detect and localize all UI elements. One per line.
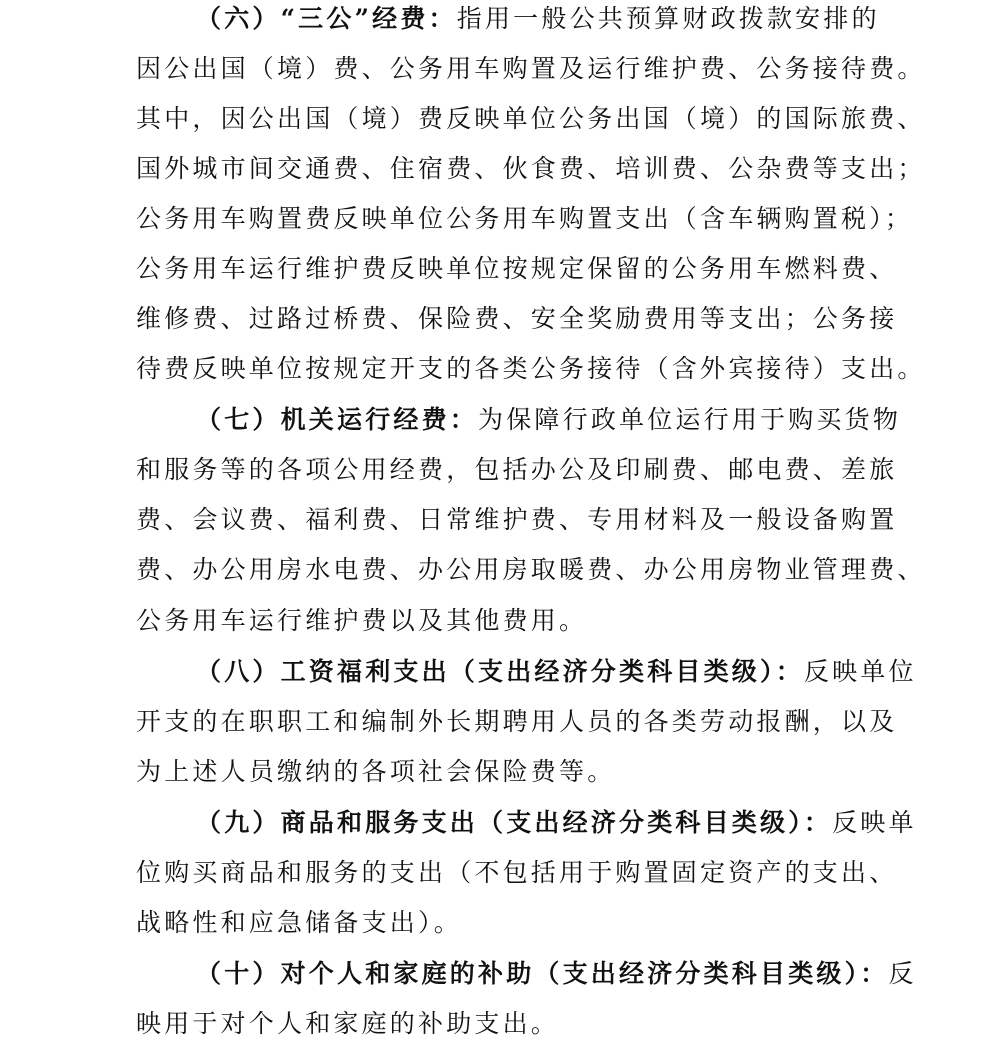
- paragraph-seven-line-1: [196, 395, 902, 445]
- paragraph-seven-line-2: 和服务等的各项公用经费，包括办公及印刷费、邮电费、差旅: [136, 455, 898, 484]
- paragraph-six-line-7: 维修费、过路过桥费、保险费、安全奖励费用等支出；公务接: [136, 304, 898, 333]
- paragraph-seven-line-3: 费、会议费、福利费、日常维护费、专用材料及一般设备购置: [136, 505, 898, 534]
- section-eight-heading: （八）工资福利支出（支出经济分类科目类级）：: [196, 657, 804, 686]
- paragraph-six-line-2: 因公出国（境）费、公务用车购置及运行维护费、公务接待费。: [136, 54, 926, 83]
- paragraph-six-line-5: 公务用车购置费反映单位公务用车购置支出（含车辆购置税）；: [136, 204, 914, 233]
- paragraph-nine-line-1: [196, 798, 917, 848]
- paragraph-nine-line-3: 战略性和应急储备支出）。: [136, 908, 462, 937]
- paragraph-ten-line-2: 映用于对个人和家庭的补助支出。: [136, 1009, 560, 1038]
- section-six-text: 指用一般公共预算财政拨款安排的: [456, 4, 880, 33]
- section-ten-text: 反: [888, 959, 917, 988]
- section-ten-heading: （十）对个人和家庭的补助（支出经济分类科目类级）：: [196, 959, 889, 988]
- paragraph-six-line-6: 公务用车运行维护费反映单位按规定保留的公务用车燃料费、: [136, 254, 898, 283]
- paragraph-seven-line-5: 公务用车运行维护费以及其他费用。: [136, 606, 588, 635]
- paragraph-seven-line-4: 费、办公用房水电费、办公用房取暖费、办公用房物业管理费、: [136, 555, 926, 584]
- paragraph-six-line-8: 待费反映单位按规定开支的各类公务接待（含外宾接待）支出。: [136, 354, 926, 383]
- paragraph-nine-line-2: 位购买商品和服务的支出（不包括用于购置固定资产的支出、: [136, 858, 898, 887]
- paragraph-eight-line-1: [196, 647, 917, 697]
- paragraph-six-line-4: 国外城市间交通费、住宿费、伙食费、培训费、公杂费等支出；: [136, 154, 926, 183]
- paragraph-ten-line-1: [196, 949, 917, 999]
- section-nine-heading: （九）商品和服务支出（支出经济分类科目类级）：: [196, 808, 833, 837]
- paragraph-eight-line-3: 为上述人员缴纳的各项社会保险费等。: [136, 757, 616, 786]
- section-nine-text: 反映单: [832, 808, 917, 837]
- section-seven-text: 为保障行政单位运行用于购买货物: [478, 405, 902, 434]
- section-eight-text: 反映单位: [803, 657, 917, 686]
- section-six-heading: （六）“三公”经费：: [196, 4, 457, 33]
- paragraph-six-line-3: 其中，因公出国（境）费反映单位公务出国（境）的国际旅费、: [136, 104, 926, 133]
- paragraph-eight-line-2: 开支的在职职工和编制外长期聘用人员的各类劳动报酬，以及: [136, 707, 898, 736]
- section-seven-heading: （七）机关运行经费：: [196, 405, 479, 434]
- paragraph-six-line-1: [196, 0, 896, 44]
